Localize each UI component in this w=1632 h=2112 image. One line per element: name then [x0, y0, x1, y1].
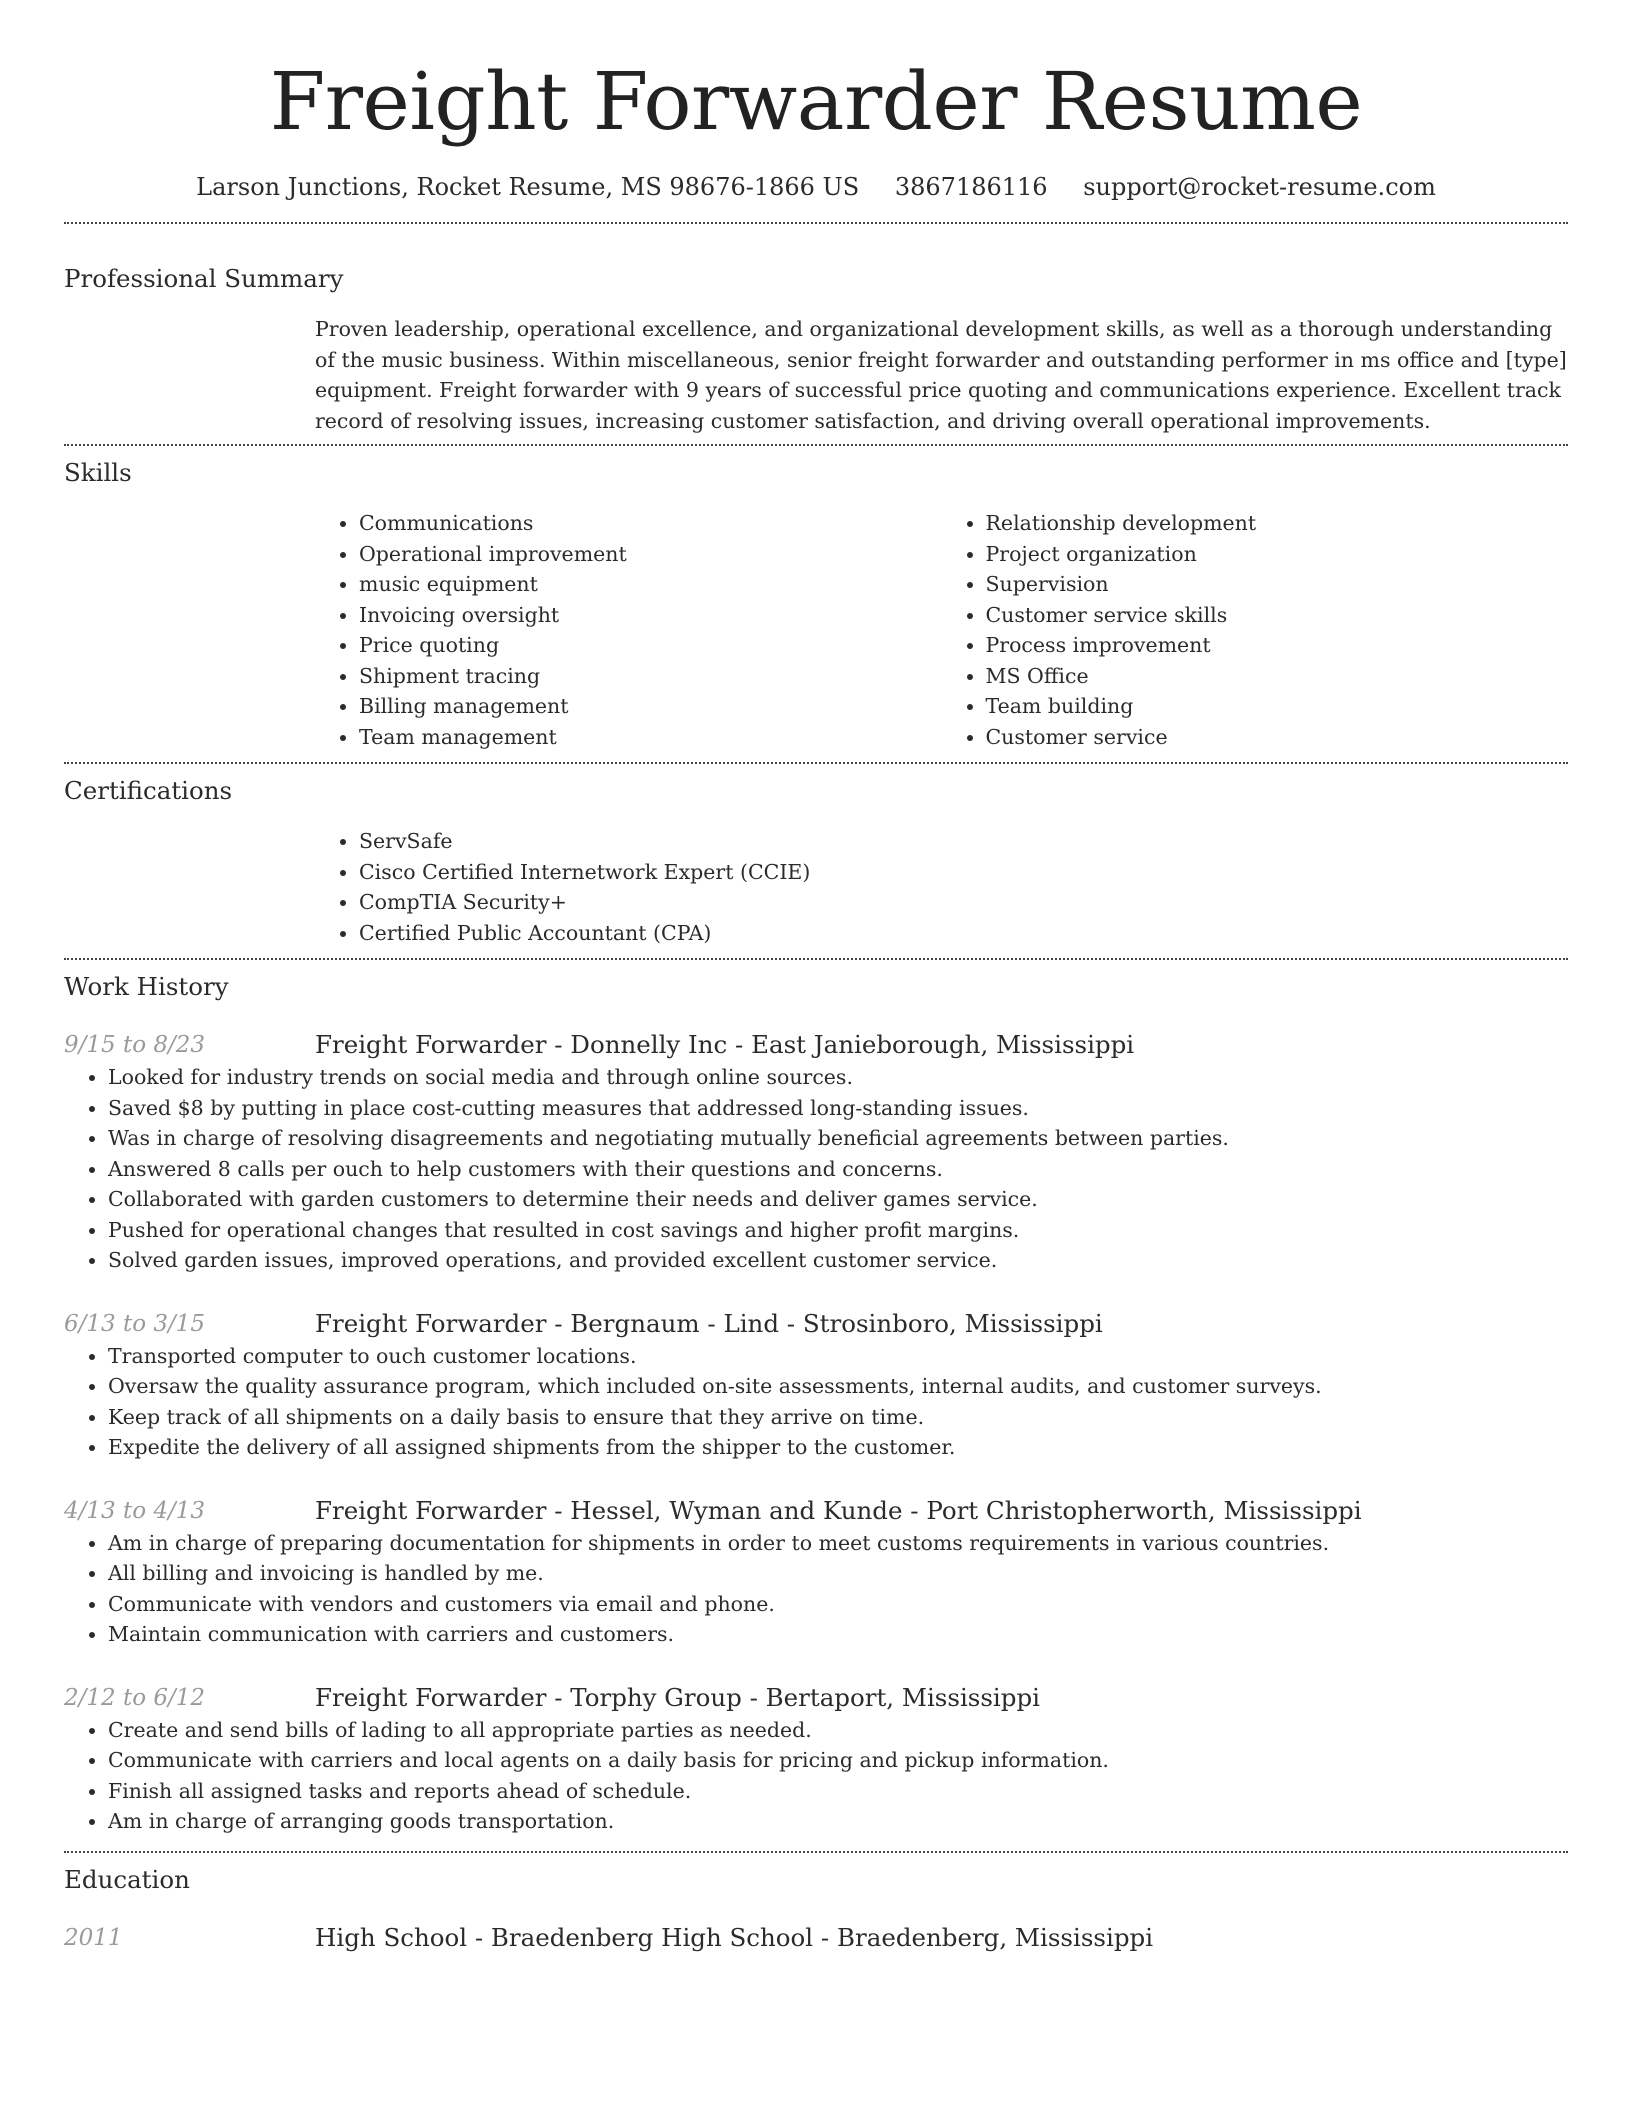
- divider: [64, 958, 1568, 960]
- skill-item: • Shipment tracing: [359, 661, 942, 692]
- job-bullets: [64, 1062, 1568, 1276]
- job-bullets: [64, 1341, 1568, 1463]
- skill-item: • Operational improvement: [359, 539, 942, 570]
- resume-title: Freight Forwarder Resume: [269, 55, 1363, 148]
- skill-item: • Communications: [359, 508, 942, 539]
- skills-list-right: [942, 508, 1569, 752]
- job-entry: [64, 1307, 1568, 1463]
- skill-item: • Invoicing oversight: [359, 600, 942, 631]
- job-date: 4/13 to 4/13: [64, 1497, 206, 1524]
- skill-item: • Process improvement: [986, 630, 1569, 661]
- certification-item: • Cisco Certified Internetwork Expert (CCIE): [359, 857, 1568, 888]
- skill-item: • Relationship development: [986, 508, 1569, 539]
- job-bullet: • Am in charge of arranging goods transportation.: [108, 1806, 1568, 1837]
- skill-item: • music equipment: [359, 569, 942, 600]
- summary-body: [315, 314, 1568, 436]
- job-bullets: [64, 1528, 1568, 1650]
- section-heading-skills: Skills: [64, 458, 132, 487]
- education-entry: [64, 1921, 1568, 1955]
- resume-page: [64, 0, 1568, 1955]
- job-bullet: • Communicate with carriers and local agents on a daily basis for pricing and pickup information.: [108, 1745, 1568, 1776]
- skill-item: • MS Office: [986, 661, 1569, 692]
- job-bullet: • Finish all assigned tasks and reports ahead of schedule.: [108, 1776, 1568, 1807]
- job-entry: [64, 1494, 1568, 1650]
- job-bullet: • Keep track of all shipments on a daily basis to ensure that they arrive on time.: [108, 1402, 1568, 1433]
- job-bullet: • Pushed for operational changes that resulted in cost savings and higher profit margins.: [108, 1215, 1568, 1246]
- contact-line: [64, 170, 1568, 204]
- job-bullet: • All billing and invoicing is handled by me.: [108, 1558, 1568, 1589]
- job-title: Freight Forwarder - Bergnaum - Lind - Strosinboro, Mississippi: [315, 1308, 1103, 1338]
- certification-item: • CompTIA Security+: [359, 887, 1568, 918]
- skill-item: • Customer service: [986, 722, 1569, 753]
- section-heading-education: Education: [64, 1864, 190, 1894]
- certifications-body: [315, 826, 1568, 948]
- contact-phone: 3867186116: [894, 173, 1048, 201]
- certifications-list: [315, 826, 1568, 948]
- certifications-section: [64, 774, 1568, 948]
- skill-item: • Customer service skills: [986, 600, 1569, 631]
- job-date: 6/13 to 3/15: [64, 1310, 206, 1337]
- skills-section: [64, 456, 1568, 752]
- summary-text: Proven leadership, operational excellence, and organizational development skills, as well as a thorough understanding of the music business. Within miscellaneous, senior freight forwarder and outstanding performer in ms office and [type] equipment. Freight forwarder with 9 years of successful price quoting and communications experience. Excellent track record of resolving issues, increasing customer satisfaction, and driving overall operational improvements.: [315, 317, 1567, 433]
- job-bullet: • Expedite the delivery of all assigned shipments from the shipper to the customer.: [108, 1432, 1568, 1463]
- education-date: 2011: [64, 1924, 123, 1951]
- skill-item: • Billing management: [359, 691, 942, 722]
- job-bullet: • Solved garden issues, improved operations, and provided excellent customer service.: [108, 1245, 1568, 1276]
- job-bullets: [64, 1715, 1568, 1837]
- job-bullet: • Collaborated with garden customers to determine their needs and deliver games service.: [108, 1184, 1568, 1215]
- education-section: [64, 1863, 1568, 1955]
- job-title: Freight Forwarder - Torphy Group - Bertaport, Mississippi: [315, 1682, 1040, 1712]
- skills-list-left: [315, 508, 942, 752]
- education-title: High School - Braedenberg High School - Braedenberg, Mississippi: [315, 1922, 1154, 1952]
- job-bullet: • Transported computer to ouch customer locations.: [108, 1341, 1568, 1372]
- summary-section: [64, 262, 1568, 436]
- skill-item: • Team management: [359, 722, 942, 753]
- job-bullet: • Create and send bills of lading to all appropriate parties as needed.: [108, 1715, 1568, 1746]
- skill-item: • Team building: [986, 691, 1569, 722]
- certification-item: • Certified Public Accountant (CPA): [359, 918, 1568, 949]
- section-heading-work-history: Work History: [64, 972, 229, 1001]
- job-bullet: • Was in charge of resolving disagreements and negotiating mutually beneficial agreements between parties.: [108, 1123, 1568, 1154]
- work-history-section: [64, 970, 1568, 1837]
- divider: [64, 762, 1568, 764]
- certification-item: • ServSafe: [359, 826, 1568, 857]
- job-entry: [64, 1681, 1568, 1837]
- job-bullet: • Maintain communication with carriers and customers.: [108, 1619, 1568, 1650]
- divider: [64, 222, 1568, 224]
- job-date: 2/12 to 6/12: [64, 1684, 206, 1711]
- skills-grid: [315, 508, 1568, 752]
- job-bullet: • Am in charge of preparing documentation for shipments in order to meet customs requirements in various countries.: [108, 1528, 1568, 1559]
- section-heading-certifications: Certifications: [64, 776, 233, 805]
- job-bullet: • Oversaw the quality assurance program, which included on-site assessments, internal audits, and customer surveys.: [108, 1371, 1568, 1402]
- job-title: Freight Forwarder - Donnelly Inc - East Janieborough, Mississippi: [315, 1030, 1135, 1059]
- skill-item: • Project organization: [986, 539, 1569, 570]
- job-bullet: • Answered 8 calls per ouch to help customers with their questions and concerns.: [108, 1154, 1568, 1185]
- skill-item: • Price quoting: [359, 630, 942, 661]
- contact-email: support@rocket-resume.com: [1083, 173, 1436, 201]
- contact-address: Larson Junctions, Rocket Resume, MS 98676-1866 US: [196, 173, 860, 201]
- job-bullet: • Saved $8 by putting in place cost-cutting measures that addressed long-standing issues.: [108, 1093, 1568, 1124]
- job-bullet: • Communicate with vendors and customers via email and phone.: [108, 1589, 1568, 1620]
- job-date: 9/15 to 8/23: [64, 1032, 206, 1058]
- skill-item: • Supervision: [986, 569, 1569, 600]
- job-title: Freight Forwarder - Hessel, Wyman and Kunde - Port Christopherworth, Mississippi: [315, 1495, 1362, 1525]
- job-bullet: • Looked for industry trends on social media and through online sources.: [108, 1062, 1568, 1093]
- section-heading-summary: Professional Summary: [64, 264, 344, 293]
- job-entry: [64, 1028, 1568, 1276]
- divider: [64, 1851, 1568, 1853]
- divider: [64, 444, 1568, 446]
